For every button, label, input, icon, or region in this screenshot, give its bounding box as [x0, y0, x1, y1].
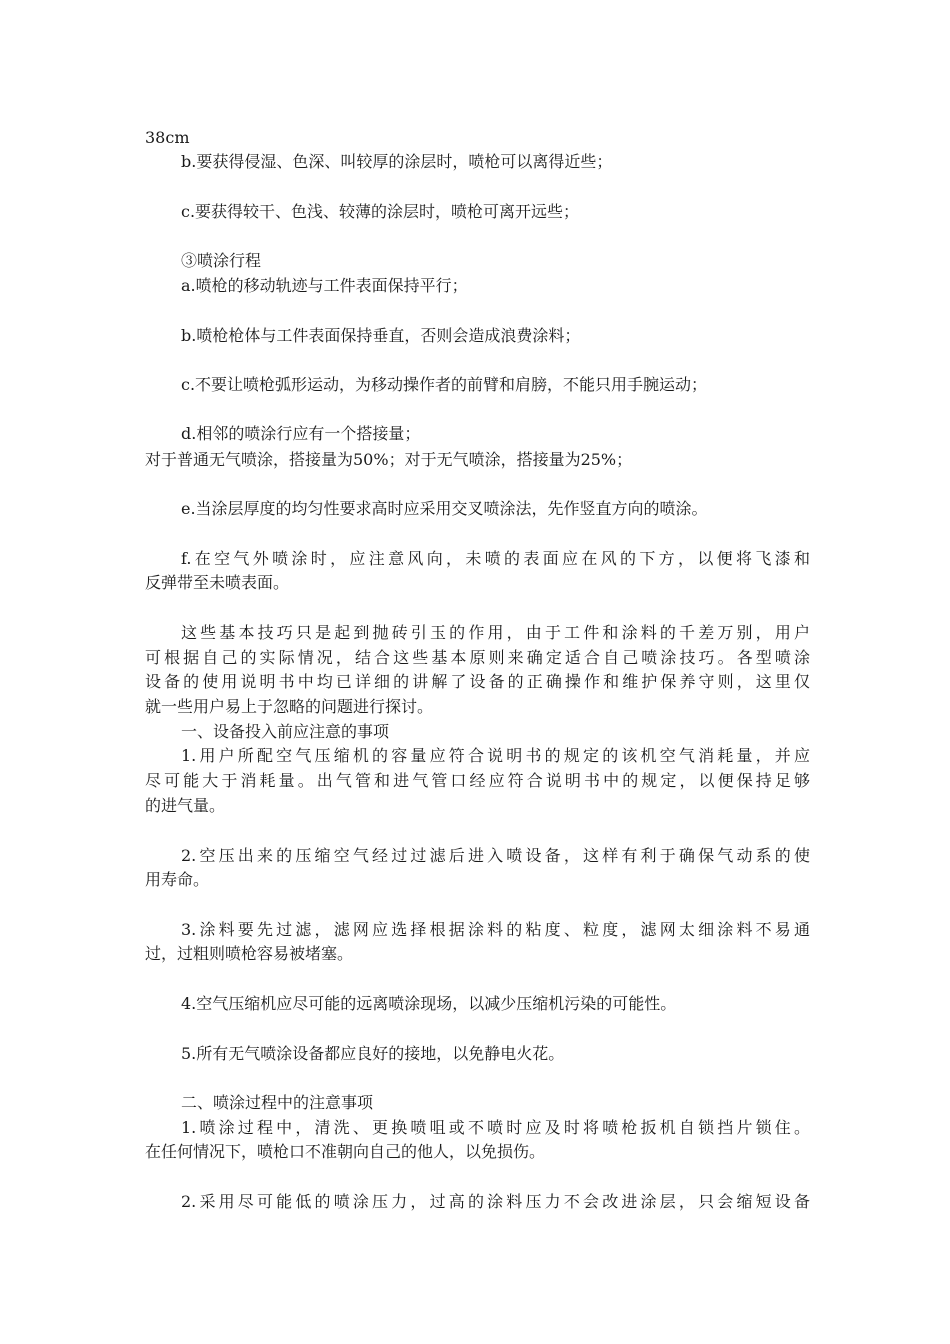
text-line: 的进气量。: [145, 796, 226, 815]
text-line: 可根据自己的实际情况，结合这些基本原则来确定适合自己喷涂技巧。各型喷涂: [145, 648, 810, 667]
text-line: 反弹带至未喷表面。: [145, 573, 290, 592]
section-heading: 一、设备投入前应注意的事项: [181, 722, 390, 741]
text-line: 对于普通无气喷涂，搭接量为50%；对于无气喷涂，搭接量为25%；: [145, 450, 633, 469]
text-line: d.相邻的喷涂行应有一个搭接量；: [181, 424, 421, 443]
text-line: c.不要让喷枪弧形运动，为移动操作者的前臂和肩膀，不能只用手腕运动；: [181, 375, 708, 394]
text-line: 在任何情况下，喷枪口不准朝向自己的他人，以免损伤。: [145, 1142, 546, 1161]
text-line: 尽可能大于消耗量。出气管和进气管口经应符合说明书中的规定，以便保持足够: [145, 771, 810, 790]
text-line: 3.涂料要先过滤，滤网应选择根据涂料的粘度、粒度，滤网太细涂料不易通: [181, 920, 810, 939]
text-line: 1.喷涂过程中，清洗、更换喷咀或不喷时应及时将喷枪扳机自锁挡片锁住。: [181, 1118, 810, 1137]
text-line: 2.采用尽可能低的喷涂压力，过高的涂料压力不会改进涂层，只会缩短设备: [181, 1192, 810, 1211]
text-line: 4.空气压缩机应尽可能的远离喷涂现场，以减少压缩机污染的可能性。: [181, 994, 677, 1013]
text-line: 5.所有无气喷涂设备都应良好的接地，以免静电火花。: [181, 1044, 565, 1063]
text-line: c.要获得较干、色浅、较薄的涂层时，喷枪可离开远些；: [181, 202, 580, 221]
text-line: a.喷枪的移动轨迹与工件表面保持平行；: [181, 276, 468, 295]
text-line: 就一些用户易上于忽略的问题进行探讨。: [145, 697, 434, 716]
text-line: b.喷枪枪体与工件表面保持垂直，否则会造成浪费涂料；: [181, 326, 581, 345]
text-line: ③喷涂行程: [181, 251, 262, 270]
text-line: 38cm: [145, 128, 190, 147]
text-line: 设备的使用说明书中均已详细的讲解了设备的正确操作和维护保养守则，这里仅: [145, 672, 810, 691]
text-line: 过，过粗则喷枪容易被堵塞。: [145, 944, 354, 963]
text-line: 这些基本技巧只是起到抛砖引玉的作用，由于工件和涂料的千差万别，用户: [181, 623, 810, 642]
text-line: f.在空气外喷涂时，应注意风向，未喷的表面应在风的下方，以便将飞漆和: [181, 549, 810, 568]
text-line: e.当涂层厚度的均匀性要求高时应采用交叉喷涂法，先作竖直方向的喷涂。: [181, 499, 708, 518]
text-line: 1.用户所配空气压缩机的容量应符合说明书的规定的该机空气消耗量，并应: [181, 746, 810, 765]
text-line: b.要获得侵湿、色深、叫较厚的涂层时，喷枪可以离得近些；: [181, 152, 613, 171]
text-line: 用寿命。: [145, 870, 210, 889]
section-heading: 二、喷涂过程中的注意事项: [181, 1093, 374, 1112]
text-line: 2.空压出来的压缩空气经过过滤后进入喷设备，这样有利于确保气动系的使: [181, 846, 810, 865]
